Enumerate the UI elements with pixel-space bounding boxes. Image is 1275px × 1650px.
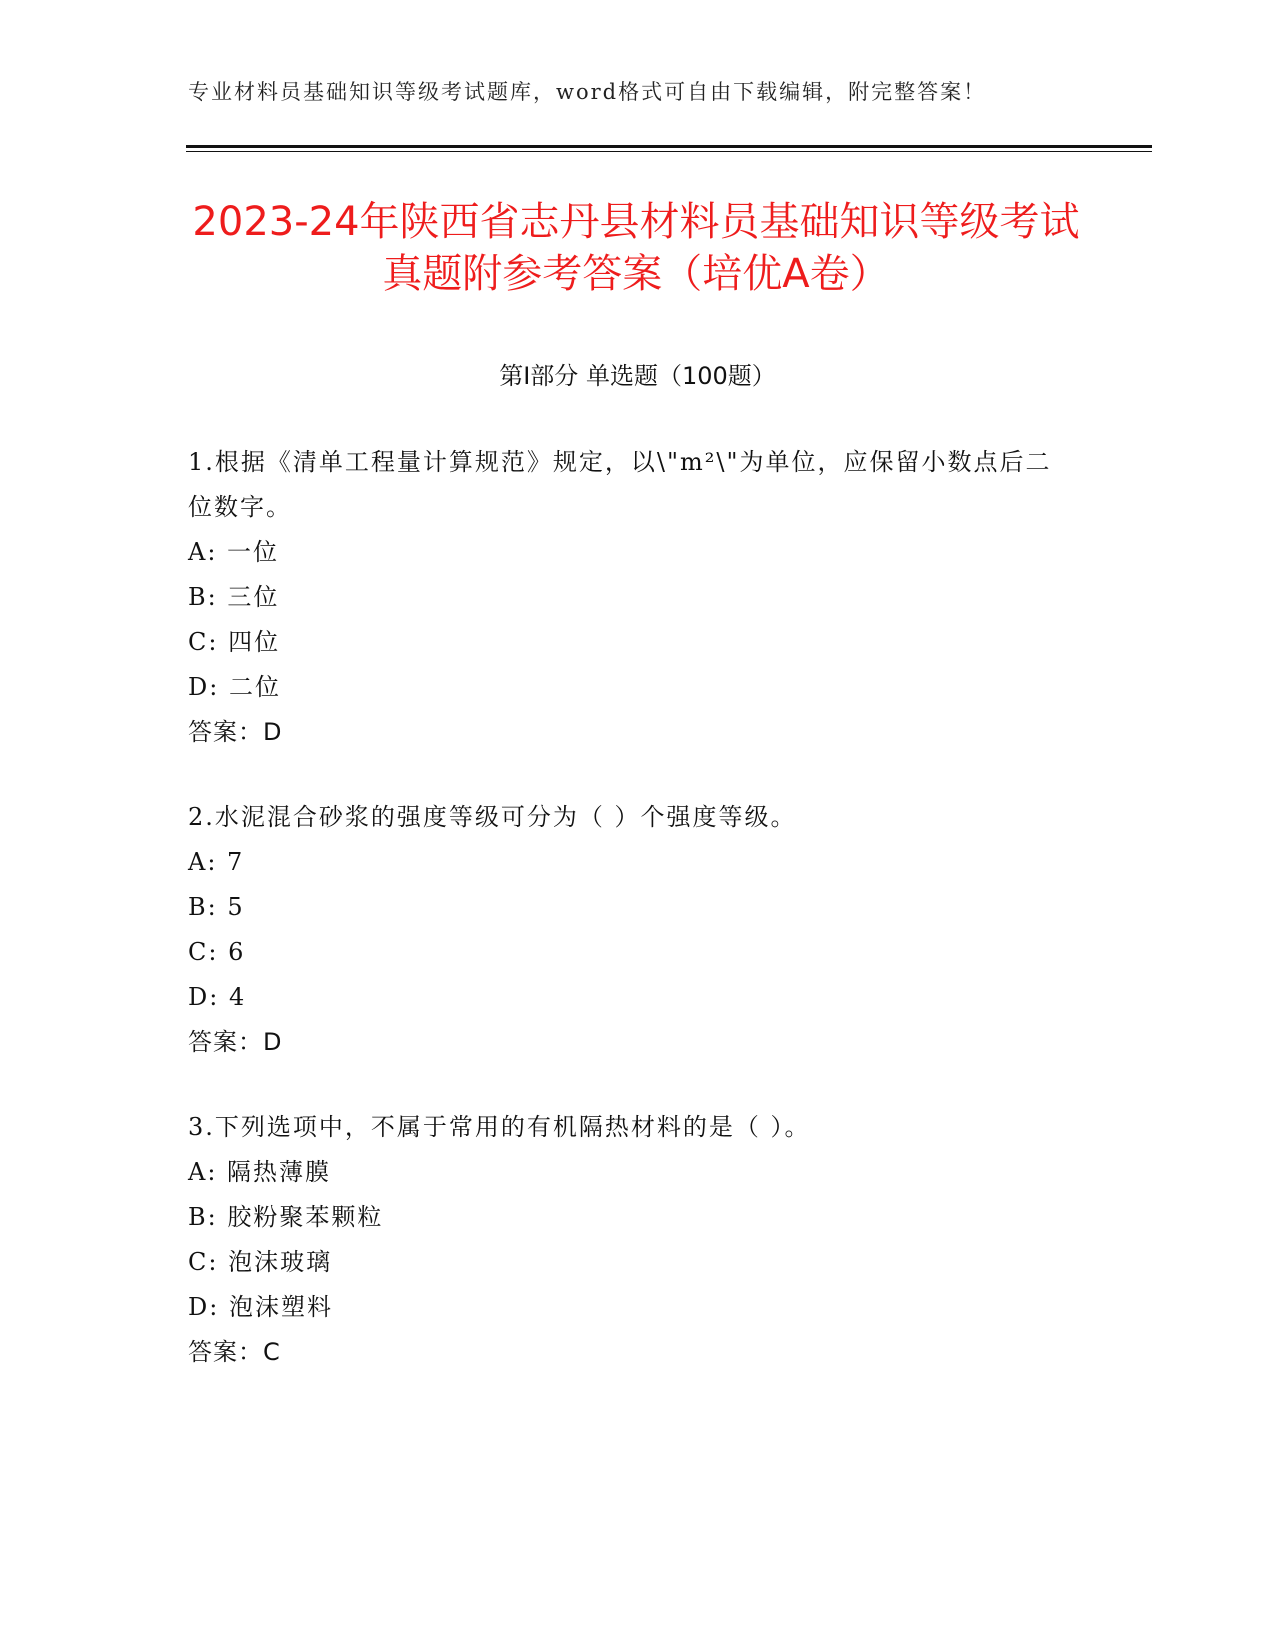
option-c: C: 泡沫玻璃 (188, 1248, 333, 1276)
question-stem: 1.根据《清单工程量计算规范》规定，以\"m²\"为单位，应保留小数点后二位数字。 (188, 448, 1052, 521)
document-title: 2023-24年陕西省志丹县材料员基础知识等级考试真题附参考答案（培优A卷） (192, 199, 1080, 297)
option-b: B: 5 (188, 893, 245, 921)
option-a: A: 一位 (188, 538, 280, 566)
question-list (188, 440, 1068, 1415)
option-d: D: 二位 (188, 673, 281, 701)
option-a: A: 隔热薄膜 (188, 1158, 332, 1186)
option-d: D: 泡沫塑料 (188, 1293, 333, 1321)
question-stem: 3.下列选项中，不属于常用的有机隔热材料的是（ ）。 (188, 1113, 811, 1141)
option-b: B: 三位 (188, 583, 280, 611)
option-a: A: 7 (188, 848, 245, 876)
question-2 (188, 795, 1068, 1065)
option-c: C: 6 (188, 938, 246, 966)
option-c: C: 四位 (188, 628, 281, 656)
question-answer: 答案：D (188, 718, 283, 746)
header-rule-thin (186, 151, 1152, 152)
question-1 (188, 440, 1068, 755)
page-header-text: 专业材料员基础知识等级考试题库，word格式可自由下载编辑，附完整答案！ (188, 80, 987, 104)
question-answer: 答案：C (188, 1338, 281, 1366)
question-stem: 2.水泥混合砂浆的强度等级可分为（ ）个强度等级。 (188, 803, 797, 831)
option-b: B: 胶粉聚苯颗粒 (188, 1203, 384, 1231)
section-title: 第Ⅰ部分 单选题（100题） (499, 362, 776, 390)
question-3 (188, 1105, 1068, 1375)
question-answer: 答案：D (188, 1028, 283, 1056)
header-rule-thick (186, 145, 1152, 148)
option-d: D: 4 (188, 983, 247, 1011)
